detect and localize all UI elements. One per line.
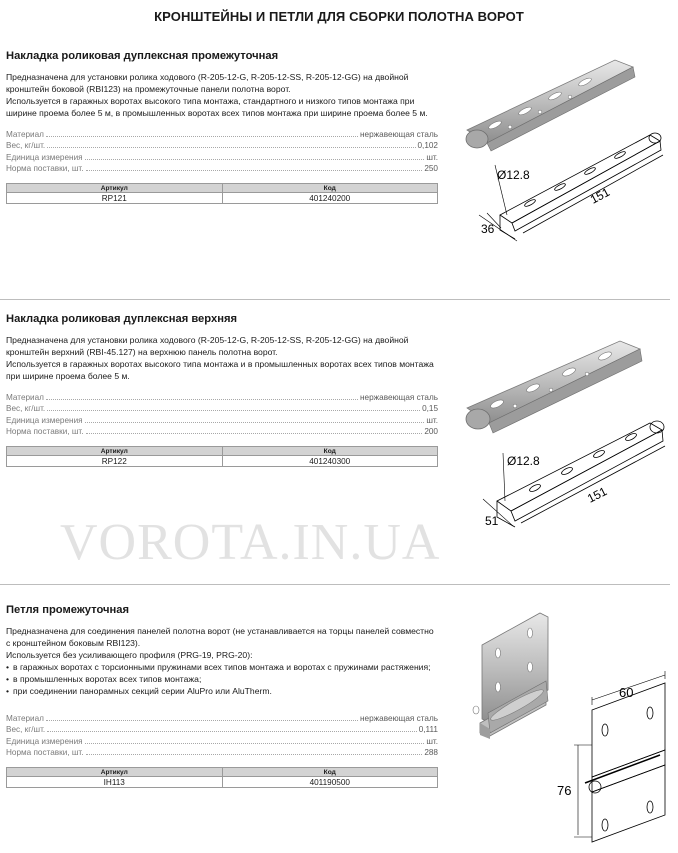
spec-value: шт. [426,152,438,162]
product-description [6,625,438,697]
spec-label: Норма поставки, шт. [6,164,84,174]
code-header: Код [222,768,438,777]
spec-row-supply [6,425,438,437]
spec-value: 200 [424,427,438,437]
article-code-table [6,446,438,467]
spec-label: Вес, кг/шт. [6,141,46,151]
ih113-photo [473,613,548,739]
rp122-drawing [483,421,665,527]
description-paragraph: Используется без усиливающего профиля (PRG-19, PRG-20): [6,650,253,660]
article-header: Артикул [7,768,223,777]
section-title: Петля промежуточная [6,604,129,616]
code-cell: 401190500 [222,777,438,788]
spec-row-weight [6,402,438,414]
dim-length: 151 [585,484,610,506]
spec-label: Единица измерения [6,152,83,162]
usage-list-item: • при соединении панорамных секций серии AluPro или AluTherm. [6,685,438,697]
article-header: Артикул [7,447,223,456]
product-section-ih113 [6,604,438,788]
article-header: Артикул [7,184,223,193]
ih113-illustration [460,605,675,850]
page-title: КРОНШТЕЙНЫ И ПЕТЛИ ДЛЯ СБОРКИ ПОЛОТНА ВОРОТ [154,9,524,24]
spec-row-supply [6,746,438,758]
dim-height: 76 [557,783,572,798]
rp122-illustration [455,333,675,533]
code-cell: 401240200 [222,193,438,204]
spec-label: Вес, кг/шт. [6,725,46,735]
spec-value: 250 [424,164,438,174]
spec-value: шт. [426,736,438,746]
spec-label: Материал [6,129,44,139]
spec-row-weight [6,723,438,735]
spec-row-supply [6,162,438,174]
article-cell: IH113 [7,777,223,788]
spec-label: Единица измерения [6,736,83,746]
spec-row-material [6,390,438,402]
spec-row-material [6,711,438,723]
usage-list-item: • в гаражных воротах с торсионными пружинами всех типов монтажа и воротах с пружинами растяжения; [6,661,438,673]
product-description [6,71,438,119]
rp121-illustration [455,55,675,245]
spec-label: Норма поставки, шт. [6,748,84,758]
product-description [6,334,438,382]
usage-list-item: • в промышленных воротах всех типов монтажа; [6,673,438,685]
spec-row-material [6,127,438,139]
rp122-photo [466,341,642,433]
description-paragraph: Предназначена для установки ролика ходового (R-205-12-G, R-205-12-SS, R-205-12-GG) на двойной кронштейн боковой (RBI123) на промежуточные панели полотна ворот. [6,72,409,94]
description-paragraph: Используется в гаражных воротах высокого типа монтажа и в промышленных воротах всех типов монтажа при ширине проема более 5 м. [6,359,434,381]
spec-value: нержавеющая сталь [360,713,438,723]
spec-value: 0,111 [418,725,438,735]
article-cell: RP122 [7,456,223,467]
spec-list [6,390,438,436]
code-header: Код [222,184,438,193]
spec-value: шт. [426,415,438,425]
product-section-rp122 [6,313,438,467]
section-divider [0,299,670,300]
description-paragraph: Предназначена для установки ролика ходового (R-205-12-G, R-205-12-SS, R-205-12-GG) на двойной кронштейн верхний (RBI-45.127) на верхнюю панель полотна ворот. [6,335,409,357]
article-cell: RP121 [7,193,223,204]
spec-label: Вес, кг/шт. [6,404,46,414]
section-divider [0,584,670,585]
dim-diameter: Ø12.8 [497,168,530,182]
dim-width: 60 [619,685,634,700]
section-title: Накладка роликовая дуплексная промежуточная [6,50,279,62]
spec-value: нержавеющая сталь [360,129,438,139]
spec-row-unit [6,413,438,425]
spec-label: Единица измерения [6,415,83,425]
spec-label: Материал [6,713,44,723]
description-paragraph: Используется в гаражных воротах высокого типа монтажа, стандартного и низкого типов монтажа при ширине проема более 5 м, в промышленных воротах всех типов монтажа при ширине проема более 5 м. [6,96,428,118]
product-section-rp121 [6,50,438,204]
spec-value: 288 [424,748,438,758]
dim-diameter: Ø12.8 [507,454,540,468]
spec-row-unit [6,734,438,746]
description-paragraph: Предназначена для соединения панелей полотна ворот (не устанавливается на торцы панелей совместно с кронштейном боковым RBI123). [6,626,434,648]
watermark: VOROTA.IN.UA [60,514,441,571]
dim-length: 151 [587,184,613,207]
spec-value: нержавеющая сталь [360,392,438,402]
spec-label: Материал [6,392,44,402]
spec-list [6,711,438,757]
spec-row-weight [6,139,438,151]
dim-width: 36 [481,222,495,236]
rp121-photo [466,60,635,151]
spec-value: 0,15 [422,404,438,414]
rp121-drawing [479,133,663,241]
spec-row-unit [6,150,438,162]
spec-label: Норма поставки, шт. [6,427,84,437]
section-title: Накладка роликовая дуплексная верхняя [6,313,238,325]
code-cell: 401240300 [222,456,438,467]
spec-value: 0,102 [417,141,438,151]
article-code-table [6,767,438,788]
dim-width: 51 [485,514,499,528]
spec-list [6,127,438,173]
code-header: Код [222,447,438,456]
article-code-table [6,183,438,204]
usage-list [6,661,438,697]
